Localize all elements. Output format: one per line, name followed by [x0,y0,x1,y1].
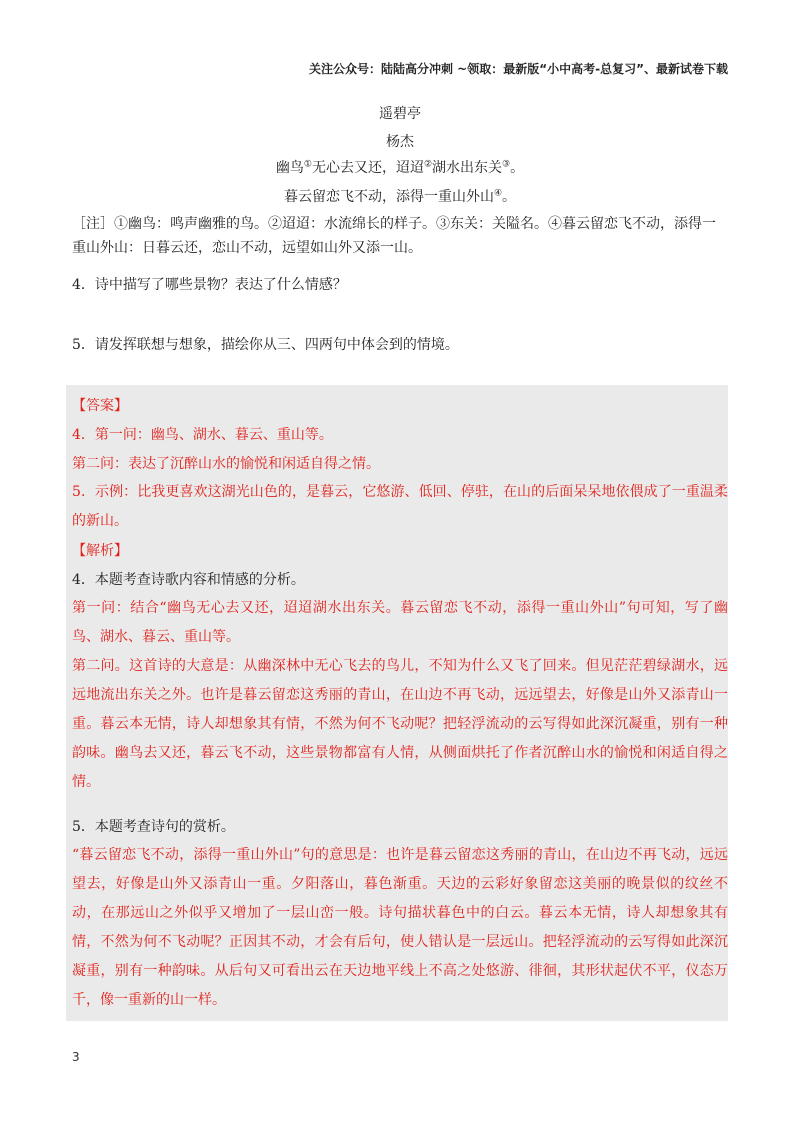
poem-line-1 [0,157,800,177]
answer-4-part-2: 第二问：表达了沉醉山水的愉悦和闲适自得之情。 [72,456,380,472]
page-header: 关注公众号：陆陆高分冲刺 ~领取：最新版“小中高考-总复习”、最新试卷下载 [309,62,728,76]
analysis-4-intro: 4．本题考查诗歌内容和情感的分析。 [72,572,305,588]
poem-title: 遥碧亭 [379,106,421,122]
question-5: 5．请发挥联想与想象，描绘你从三、四两句中体会到的情境。 [72,337,459,353]
poem-line-2 [0,186,800,206]
question-4: 4．诗中描写了哪些景物？表达了什么情感？ [72,277,347,293]
poem-line-1-part-c: 湖水出东关 [432,160,503,176]
answer-4-part-1: 4．第一问：幽鸟、湖水、暮云、重山等。 [72,427,333,443]
footnote-mark-2: ② [423,159,433,170]
poem-line-2-part-b: 。 [502,189,517,205]
page-number: 3 [72,1050,80,1064]
footnote-mark-4: ④ [493,188,503,199]
poem-line-2-part-a: 暮云留恋飞不动，添得一重山外山 [283,189,494,205]
analysis-5-intro: 5．本题考查诗句的赏析。 [72,819,235,835]
analysis-5-part-1: “暮云留恋飞不动，添得一重山外山”句的意思是：也许是暮云留恋这秀丽的青山，在山边不再飞动，远远望去，好像是山外又添青山一重。夕阳落山，暮色渐重。天边的云彩好象留恋这美丽的晚景似的纹丝不动，在那远山之外似乎又增加了一层山峦一般。诗句描状暮色中的白云。暮云本无情，诗人却想象其有情，不然为何不飞动呢？正因其不动，才会有后句，使人错认是一层远山。把轻浮流动的云写得如此深沉凝重，别有一种韵味。从后句又可看出云在天边地平线上不高之处悠游、徘徊，其形状起伏不平，仪态万千，像一重新的山一样。 [72,847,728,1008]
poem-line-1-part-d: 。 [510,160,525,176]
poem-line-1-part-b: 无心去又还，迢迢 [311,160,424,176]
poem-notes: ［注］①幽鸟：鸣声幽雅的鸟。②迢迢：水流绵长的样子。③东关：关隘名。④暮云留恋飞不动，添得一重山外山：日暮云还，恋山不动，远望如山外又添一山。 [72,216,716,256]
answer-label: 【答案】 [72,398,128,414]
answer-5: 5．示例：比我更喜欢这湖光山色的，是暮云，它悠游、低回、停驻，在山的后面呆呆地依偎成了一重温柔的新山。 [72,484,728,529]
analysis-4-part-2: 第二问。这首诗的大意是：从幽深林中无心飞去的鸟儿，不知为什么又飞了回来。但见茫茫碧绿湖水，远远地流出东关之外。也许是暮云留恋这秀丽的青山，在山边不再飞动，远远望去，好像是山外又添青山一重。暮云本无情，诗人却想象其有情，不然为何不飞动呢？把轻浮流动的云写得如此深沉凝重，别有一种韵味。幽鸟去又还，暮云飞不动，这些景物都富有人情，从侧面烘托了作者沉醉山水的愉悦和闲适自得之情。 [72,658,728,790]
analysis-4-part-1: 第一问：结合“幽鸟无心去又还，迢迢湖水出东关。暮云留恋飞不动，添得一重山外山”句可知，写了幽鸟、湖水、暮云、重山等。 [72,600,728,645]
analysis-label: 【解析】 [72,543,128,559]
poem-line-1-part-a: 幽鸟 [275,160,304,176]
poem-author: 杨杰 [386,134,414,150]
footnote-mark-1: ① [303,159,312,170]
footnote-mark-3: ③ [502,159,511,170]
